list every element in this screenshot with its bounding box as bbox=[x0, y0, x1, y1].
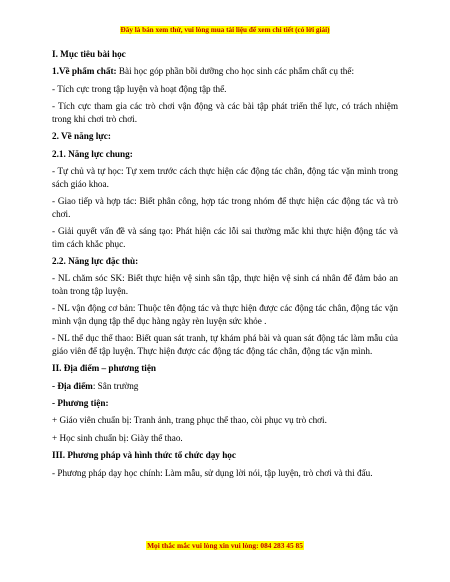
contact-footer bbox=[0, 541, 450, 550]
section-title-objectives: I. Mục tiêu bài học bbox=[52, 49, 126, 59]
bullet: - Giao tiếp và hợp tác: Biết phân công, hợp tác trong nhóm để thực hiện các động tác và trò chơi. bbox=[52, 195, 398, 219]
preview-banner-text: Đây là bản xem thử, vui lòng mua tài liệu để xem chi tiết (có lời giải) bbox=[120, 26, 330, 34]
label-means: - Phương tiện: bbox=[52, 398, 109, 409]
bullet: - Tích cực trong tập luyện và hoạt động tập thể. bbox=[52, 83, 227, 94]
bullet: + Học sinh chuẩn bị: Giày thể thao. bbox=[52, 432, 183, 443]
label-place: - Địa điểm bbox=[52, 380, 93, 391]
section-title-location: II. Địa điểm – phương tiện bbox=[52, 363, 157, 374]
section-title-competence: 2. Về năng lực: bbox=[52, 131, 111, 142]
document-body bbox=[52, 48, 398, 484]
bullet: - Phương pháp dạy học chính: Làm mẫu, sử dụng lời nói, tập luyện, trò chơi và thi đấu. bbox=[52, 467, 373, 478]
bullet: - Giải quyết vấn đề và sáng tạo: Phát hiện các lỗi sai thường mắc khi thực hiện động tác và tìm cách khắc phục. bbox=[52, 225, 398, 249]
label-qualities: 1.Về phẩm chất: bbox=[52, 66, 117, 77]
bullet: - Tự chủ và tự học: Tự xem trước cách thực hiện các động tác chân, động tác vặn mình trong sách giáo khoa. bbox=[52, 165, 398, 189]
subsection-title-general: 2.1. Năng lực chung: bbox=[52, 148, 133, 159]
subsection-title-specific: 2.2. Năng lực đặc thù: bbox=[52, 255, 139, 266]
bullet: - Tích cực tham gia các trò chơi vận động và các bài tập phát triển thể lực, có trách nhiệm trong khi chơi trò chơi. bbox=[52, 101, 398, 124]
bullet: - NL thể dục thể thao: Biết quan sát tranh, tự khám phá bài và quan sát động tác làm mẫu của giáo viên để tập luyện. Thực hiện được các động tác động tác chân, động tác vặn mình. bbox=[52, 333, 398, 356]
paragraph-qualities bbox=[52, 65, 398, 78]
bullet: - NL chăm sóc SK: Biết thực hiện vệ sinh sân tập, thực hiện vệ sinh cá nhân để đảm bảo an toàn trong tập luyện. bbox=[52, 273, 398, 296]
paragraph-place bbox=[52, 380, 398, 393]
bullet: - NL vận động cơ bản: Thuộc tên động tác và thực hiện được các động tác chân, động tác vặn mình vận dụng tập thể dục hàng ngày rèn luyện sức khỏe . bbox=[52, 303, 398, 326]
text-place: : Sân trường bbox=[92, 380, 139, 391]
bullet: + Giáo viên chuẩn bị: Tranh ảnh, trang phục thể thao, còi phục vụ trò chơi. bbox=[52, 415, 327, 426]
text-qualities: Bài học góp phần bồi dưỡng cho học sinh các phẩm chất cụ thể: bbox=[116, 66, 354, 77]
section-title-methods: III. Phương pháp và hình thức tổ chức dạy học bbox=[52, 450, 236, 461]
preview-banner bbox=[0, 26, 450, 34]
contact-footer-text: Mọi thắc mắc vui lòng xin vui lòng: 084 283 45 85 bbox=[147, 541, 303, 550]
